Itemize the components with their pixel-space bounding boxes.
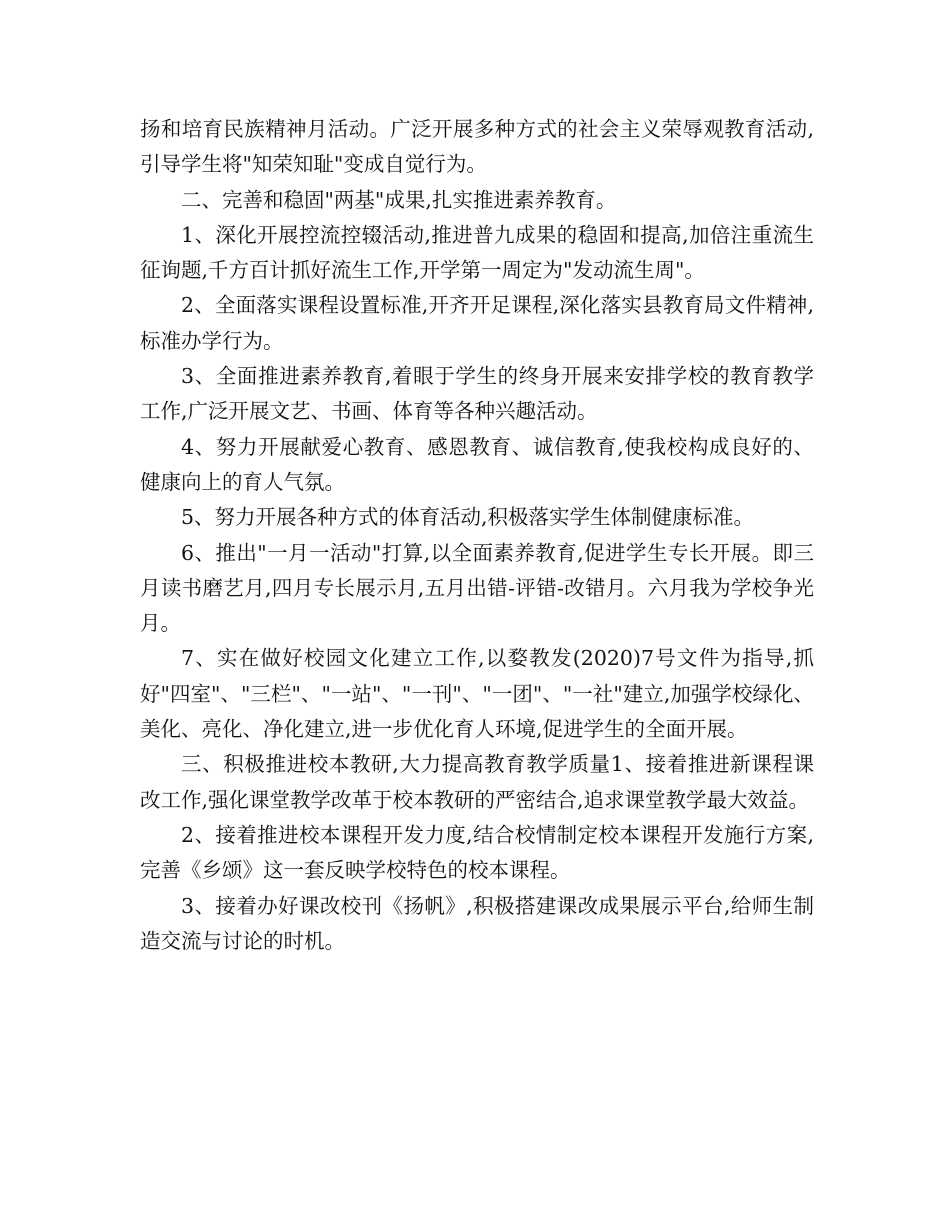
paragraph-item-7: 7、实在做好校园文化建立工作,以婺教发(2020)7号文件为指导,抓好"四室"、"三栏"、"一站"、"一刊"、"一团"、"一社"建立,加强学校绿化、美化、亮化、净化建立,进一步优化育人环境,促进学生的全面开展。 [140, 646, 814, 742]
paragraph-item-2: 2、全面落实课程设置标准,开齐开足课程,深化落实县教育局文件精神,标准办学行为。 [140, 293, 814, 353]
document-body [140, 112, 814, 959]
paragraph-item-3: 3、全面推进素养教育,着眼于学生的终身开展来安排学校的教育教学工作,广泛开展文艺、书画、体育等各种兴趣活动。 [140, 364, 814, 424]
paragraph-item-5: 5、努力开展各种方式的体育活动,积极落实学生体制健康标准。 [181, 505, 755, 530]
section-heading-three: 三、积极推进校本教研,大力提高教育教学质量1、接着推进新课程课改工作,强化课堂教学改革于校本教研的严密结合,追求课堂教学最大效益。 [140, 752, 814, 812]
paragraph-continued: 扬和培育民族精神月活动。广泛开展多种方式的社会主义荣辱观教育活动,引导学生将"知荣知耻"变成自觉行为。 [140, 117, 814, 177]
paragraph-item-1: 1、深化开展控流控辍活动,推进普九成果的稳固和提高,加倍注重流生征询题,千方百计抓好流生工作,开学第一周定为"发动流生周"。 [140, 222, 814, 283]
paragraph-item-6: 6、推出"一月一活动"打算,以全面素养教育,促进学生专长开展。即三月读书磨艺月,四月专长展示月,五月出错-评错-改错月。六月我为学校争光月。 [140, 540, 814, 636]
paragraph-item-3-2: 2、接着推进校本课程开发力度,结合校情制定校本课程开发施行方案,完善《乡颂》这一套反映学校特色的校本课程。 [140, 822, 814, 883]
paragraph-item-3-3: 3、接着办好课改校刊《扬帆》,积极搭建课改成果展示平台,给师生制造交流与讨论的时机。 [140, 893, 814, 953]
paragraph-item-4: 4、努力开展献爱心教育、感恩教育、诚信教育,使我校构成良好的、健康向上的育人气氛。 [140, 434, 814, 494]
section-heading-two: 二、完善和稳固"两基"成果,扎实推进素养教育。 [181, 187, 617, 212]
